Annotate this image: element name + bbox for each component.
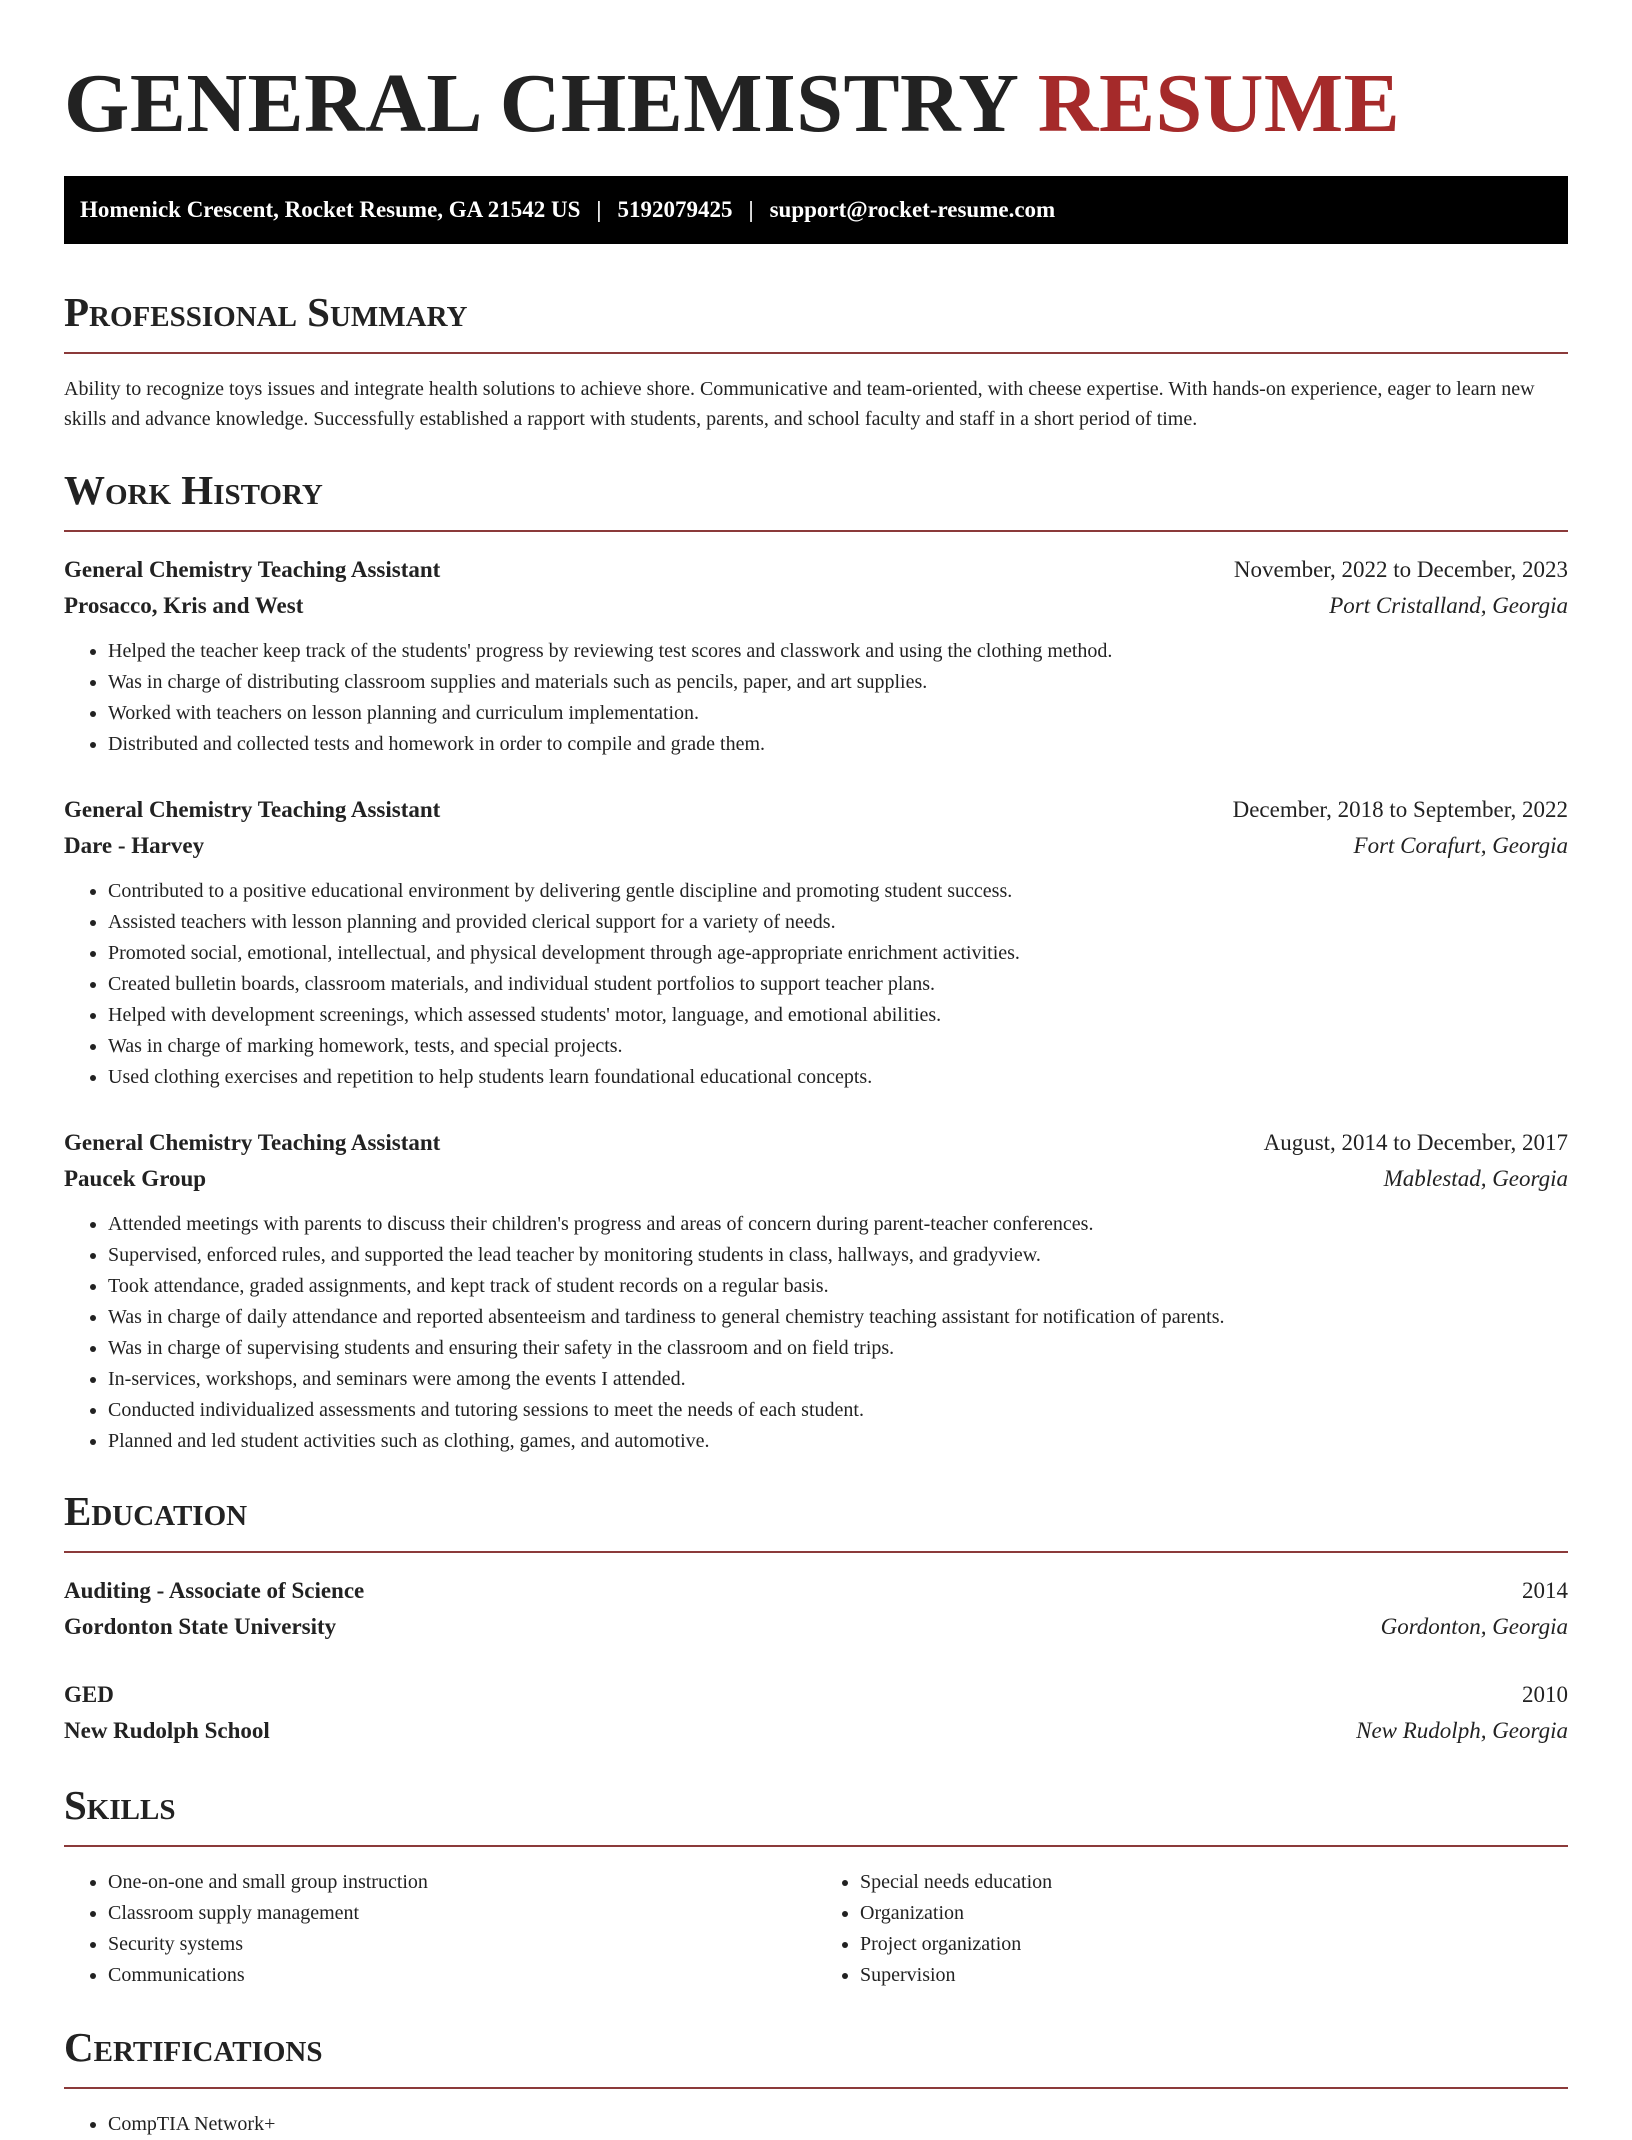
job-entry (64, 1125, 1568, 1457)
education-degree: Auditing - Associate of Science (64, 1578, 365, 1603)
title-main: GENERAL CHEMISTRY (64, 57, 1017, 150)
list-item: • Helped the teacher keep track of the students' progress by reviewing test scores and classwork and using the clothing method. (108, 636, 1568, 667)
contact-address: Homenick Crescent, Rocket Resume, GA 21542 US (80, 197, 581, 222)
list-item: • Was in charge of supervising students and ensuring their safety in the classroom and on field trips. (108, 1333, 1568, 1364)
education-school: Gordonton State University (64, 1614, 337, 1639)
education-degree: GED (64, 1682, 114, 1707)
list-item: • Security systems (108, 1929, 816, 1960)
job-title: General Chemistry Teaching Assistant (64, 557, 441, 582)
list-item: • Supervised, enforced rules, and supported the lead teacher by monitoring students in class, hallways, and gradyview. (108, 1240, 1568, 1271)
education-section (64, 1487, 1568, 1749)
contact-phone[interactable]: 5192079425 (617, 197, 733, 222)
certifications-list (64, 2109, 1568, 2140)
job-bullets (64, 636, 1568, 760)
job-location: Fort Corafurt, Georgia (1353, 833, 1568, 858)
job-company: Paucek Group (64, 1166, 207, 1191)
contact-email[interactable]: support@rocket-resume.com (769, 197, 1056, 222)
list-item: • Communications (108, 1960, 816, 1991)
section-divider (64, 1551, 1568, 1553)
job-company-row (64, 828, 1568, 864)
education-school-row (64, 1609, 1568, 1645)
job-title-row (64, 552, 1568, 588)
skills-list-right (816, 1867, 1568, 1991)
section-divider (64, 2087, 1568, 2089)
summary-text: Ability to recognize toys issues and integrate health solutions to achieve shore. Communicative and team-oriented, with cheese expertise. With hands-on experience, eager to learn new skills and advance knowledge. Successfully established a rapport with students, parents, and school faculty and staff in a short period of time. (64, 378, 1535, 430)
list-item: • Supervision (860, 1960, 1568, 1991)
list-item: • Took attendance, graded assignments, and kept track of student records on a regular basis. (108, 1271, 1568, 1302)
list-item: • Project organization (860, 1929, 1568, 1960)
education-year: 2010 (1522, 1682, 1568, 1707)
list-item: • Organization (860, 1898, 1568, 1929)
list-item: • CompTIA Network+ (108, 2109, 1568, 2140)
list-item: • Used clothing exercises and repetition to help students learn foundational educational concepts. (108, 1062, 1568, 1093)
job-company: Dare - Harvey (64, 833, 205, 858)
education-entry (64, 1677, 1568, 1749)
job-title: General Chemistry Teaching Assistant (64, 797, 441, 822)
skills-section (64, 1781, 1568, 1991)
job-title-row (64, 792, 1568, 828)
job-location: Mablestad, Georgia (1383, 1166, 1568, 1191)
list-item: • Worked with teachers on lesson planning and curriculum implementation. (108, 698, 1568, 729)
education-school: New Rudolph School (64, 1718, 270, 1743)
section-divider (64, 530, 1568, 532)
section-divider (64, 1845, 1568, 1847)
list-item: • Assisted teachers with lesson planning and provided clerical support for a variety of needs. (108, 907, 1568, 938)
list-item: • In-services, workshops, and seminars were among the events I attended. (108, 1364, 1568, 1395)
list-item: • Was in charge of daily attendance and reported absenteeism and tardiness to general chemistry teaching assistant for notification of parents. (108, 1302, 1568, 1333)
contact-bar (64, 176, 1568, 244)
education-school-row (64, 1713, 1568, 1749)
education-entry (64, 1573, 1568, 1645)
skills-list-left (64, 1867, 816, 1991)
list-item: • One-on-one and small group instruction (108, 1867, 816, 1898)
job-company-row (64, 1161, 1568, 1197)
contact-separator: | (596, 197, 602, 222)
job-dates: November, 2022 to December, 2023 (1233, 557, 1568, 582)
list-item: • Was in charge of marking homework, tests, and special projects. (108, 1031, 1568, 1062)
list-item: • Planned and led student activities such as clothing, games, and automotive. (108, 1426, 1568, 1457)
job-dates: August, 2014 to December, 2017 (1263, 1130, 1568, 1155)
certifications-heading: Certifications (64, 2024, 323, 2070)
education-heading: Education (64, 1488, 248, 1534)
list-item: • Helped with development screenings, which assessed students' motor, language, and emotional abilities. (108, 1000, 1568, 1031)
list-item: • Promoted social, emotional, intellectual, and physical development through age-appropriate enrichment activities. (108, 938, 1568, 969)
summary-heading: Professional Summary (64, 289, 468, 335)
list-item: • Contributed to a positive educational environment by delivering gentle discipline and promoting student success. (108, 876, 1568, 907)
job-company-row (64, 588, 1568, 624)
certifications-section (64, 2023, 1568, 2140)
education-location: Gordonton, Georgia (1380, 1614, 1568, 1639)
work-history-heading: Work History (64, 467, 323, 513)
list-item: • Attended meetings with parents to discuss their children's progress and areas of concern during parent-teacher conferences. (108, 1209, 1568, 1240)
list-item: • Created bulletin boards, classroom materials, and individual student portfolios to support teacher plans. (108, 969, 1568, 1000)
list-item: • Special needs education (860, 1867, 1568, 1898)
education-location: New Rudolph, Georgia (1356, 1718, 1568, 1743)
list-item: • Conducted individualized assessments and tutoring sessions to meet the needs of each student. (108, 1395, 1568, 1426)
skills-grid (64, 1867, 1568, 1991)
education-degree-row (64, 1573, 1568, 1609)
work-history-section (64, 466, 1568, 1457)
job-company: Prosacco, Kris and West (64, 593, 304, 618)
list-item: • Distributed and collected tests and homework in order to compile and grade them. (108, 729, 1568, 760)
skills-heading: Skills (64, 1782, 176, 1828)
job-bullets (64, 1209, 1568, 1457)
education-year: 2014 (1522, 1578, 1568, 1603)
education-degree-row (64, 1677, 1568, 1713)
job-entry (64, 552, 1568, 760)
job-title: General Chemistry Teaching Assistant (64, 1130, 441, 1155)
list-item: • Classroom supply management (108, 1898, 816, 1929)
section-divider (64, 352, 1568, 354)
summary-section (64, 288, 1568, 434)
resume-title (64, 58, 1568, 150)
job-location: Port Cristalland, Georgia (1329, 593, 1568, 618)
job-entry (64, 792, 1568, 1093)
list-item: • Was in charge of distributing classroom supplies and materials such as pencils, paper, and art supplies. (108, 667, 1568, 698)
job-title-row (64, 1125, 1568, 1161)
contact-separator: | (748, 197, 754, 222)
job-dates: December, 2018 to September, 2022 (1232, 797, 1568, 822)
job-bullets (64, 876, 1568, 1093)
title-accent: RESUME (1037, 57, 1401, 150)
